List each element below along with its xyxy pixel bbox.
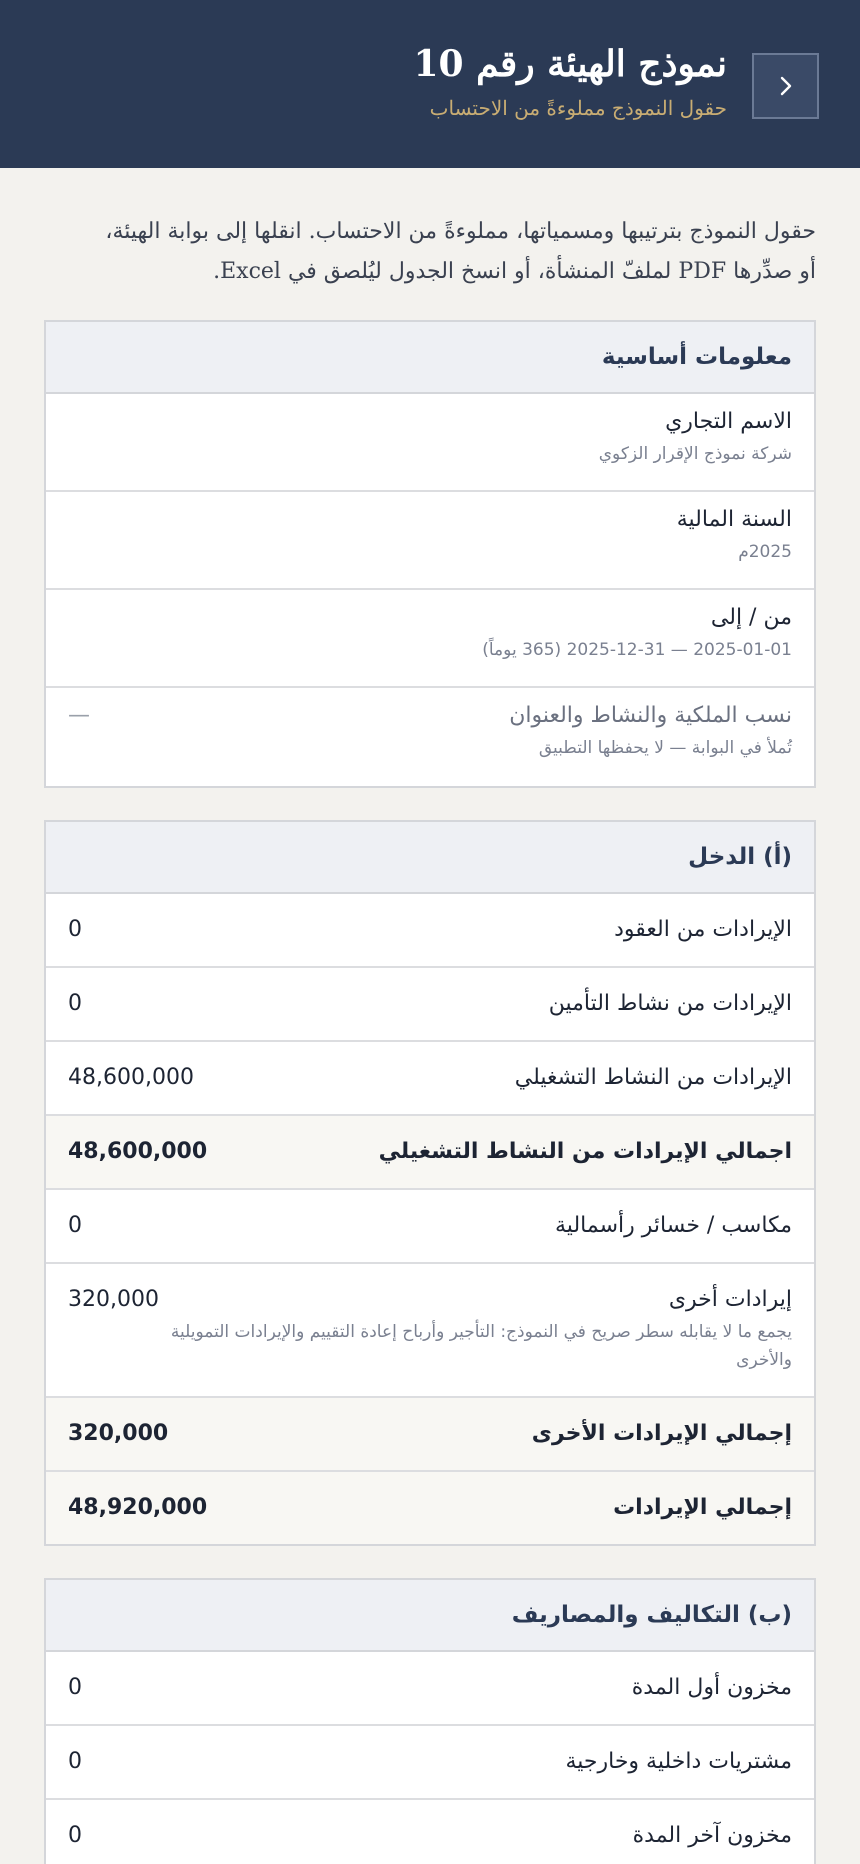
row-value: 48,600,000: [68, 1139, 208, 1164]
card-title: (ب) التكاليف والمصاريف: [46, 1580, 814, 1652]
row-value: 320,000: [68, 1287, 159, 1312]
row-value: 0: [68, 1675, 82, 1700]
row-label: الإيرادات من العقود: [614, 917, 792, 942]
table-row: [46, 1726, 814, 1800]
row-value: 48,920,000: [68, 1495, 208, 1520]
table-row: [46, 1190, 814, 1264]
back-button[interactable]: [752, 53, 819, 119]
total-row: [46, 1472, 814, 1544]
row-label: مخزون أول المدة: [631, 1675, 792, 1700]
row-label: الإيرادات من النشاط التشغيلي: [514, 1065, 792, 1090]
page-subtitle: حقول النموذج مملوءةً من الاحتساب: [429, 96, 727, 120]
page-title: نموذج الهيئة رقم 10: [413, 43, 727, 85]
row-label: مشتريات داخلية وخارجية: [565, 1749, 792, 1774]
chevron-right-icon: [777, 75, 795, 97]
field-label: نسب الملكية والنشاط والعنوان: [509, 703, 792, 728]
row-value: 320,000: [68, 1421, 169, 1446]
row-value: 0: [68, 1213, 82, 1238]
app-header: [0, 0, 860, 168]
period-row: [46, 590, 814, 688]
row-value: 0: [68, 991, 82, 1016]
empty-value: —: [68, 703, 90, 728]
field-label: الاسم التجاري: [665, 409, 792, 434]
intro-line-2: أو صدِّرها PDF لملفّ المنشأة، أو انسخ الجدول ليُلصق في Excel.: [213, 259, 816, 284]
fiscal-year-row: [46, 492, 814, 590]
row-value: 0: [68, 1749, 82, 1774]
field-note: تُملأ في البوابة — لا يحفظها التطبيق: [538, 738, 792, 758]
table-row: [46, 894, 814, 968]
row-value: 48,600,000: [68, 1065, 194, 1090]
row-value: 0: [68, 1823, 82, 1848]
table-row: [46, 1652, 814, 1726]
row-label: مخزون آخر المدة: [632, 1823, 792, 1848]
field-value: 2025-01-01 — 2025-12-31 (365 يوماً): [482, 640, 792, 660]
row-label: إجمالي الإيرادات الأخرى: [531, 1421, 792, 1446]
table-row: [46, 968, 814, 1042]
row-label: الإيرادات من نشاط التأمين: [548, 991, 792, 1016]
basic-info-card: [44, 320, 816, 788]
row-label: مكاسب / خسائر رأسمالية: [555, 1213, 792, 1238]
costs-card: [44, 1578, 816, 1864]
row-note: يجمع ما لا يقابله سطر صريح في النموذج: التأجير وأرباح إعادة التقييم والإيرادات التمويلية والأخرى: [170, 1322, 792, 1370]
field-label: من / إلى: [710, 605, 792, 630]
field-value: 2025م: [738, 542, 792, 562]
total-row: [46, 1116, 814, 1190]
field-label: السنة المالية: [676, 507, 792, 532]
total-row: [46, 1398, 814, 1472]
card-title: معلومات أساسية: [46, 322, 814, 394]
table-row: [46, 1042, 814, 1116]
row-label: إيرادات أخرى: [668, 1287, 792, 1312]
row-label: اجمالي الإيرادات من النشاط التشغيلي: [378, 1139, 792, 1164]
row-value: 0: [68, 917, 82, 942]
table-row: [46, 1264, 814, 1398]
ownership-row: [46, 688, 814, 786]
table-row: [46, 1800, 814, 1864]
intro-line-1: حقول النموذج بترتيبها ومسمياتها، مملوءةً من الاحتساب. انقلها إلى بوابة الهيئة،: [105, 219, 816, 244]
intro-text: [0, 168, 860, 292]
income-card: [44, 820, 816, 1546]
trade-name-row: [46, 394, 814, 492]
field-value: شركة نموذج الإقرار الزكوي: [598, 444, 792, 464]
row-label: إجمالي الإيرادات: [613, 1495, 792, 1520]
card-title: (أ) الدخل: [46, 822, 814, 894]
